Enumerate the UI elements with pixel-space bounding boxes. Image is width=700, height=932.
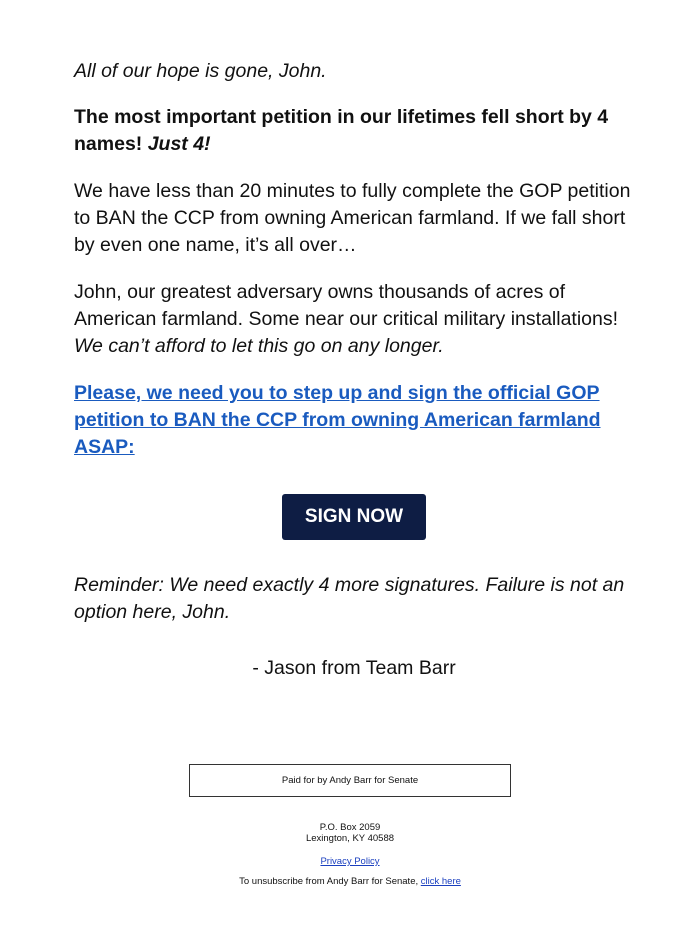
sign-now-button[interactable]: SIGN NOW <box>282 494 426 540</box>
reminder: Reminder: We need exactly 4 more signatures. Failure is not an option here, John. <box>74 574 625 623</box>
unsubscribe-text: To unsubscribe from Andy Barr for Senate, <box>239 876 419 887</box>
privacy-line <box>0 856 700 867</box>
email-body <box>74 58 634 682</box>
paid-for-box: Paid for by Andy Barr for Senate <box>189 764 511 797</box>
unsubscribe-link[interactable]: click here <box>420 876 461 887</box>
mailing-address <box>0 822 700 844</box>
adversary-text: John, our greatest adversary owns thousands of acres of American farmland. Some near our critical military installations! <box>74 281 619 330</box>
privacy-policy-link[interactable]: Privacy Policy <box>320 856 380 867</box>
unsubscribe-line <box>0 876 700 887</box>
petition-line <box>74 104 634 158</box>
petition-emphasis: Just 4! <box>147 133 211 155</box>
time-paragraph: We have less than 20 minutes to fully complete the GOP petition to BAN the CCP from owning American farmland. If we fall short by even one name, it’s all over… <box>74 180 631 256</box>
cta-link[interactable]: Please, we need you to step up and sign the official GOP petition to BAN the CCP from owning American farmland ASAP: <box>74 382 601 458</box>
petition-text: The most important petition in our lifetimes fell short by 4 names! <box>74 106 609 155</box>
po-box: P.O. Box 2059 <box>319 822 381 833</box>
adversary-emphasis: We can’t afford to let this go on any longer. <box>74 335 444 357</box>
city-line: Lexington, KY 40588 <box>305 833 395 844</box>
signoff: - Jason from Team Barr <box>252 657 456 679</box>
adversary-paragraph <box>74 279 634 360</box>
sign-button-wrap <box>74 494 634 540</box>
cta-paragraph <box>74 380 634 461</box>
hope-line: All of our hope is gone, John. <box>74 60 327 82</box>
